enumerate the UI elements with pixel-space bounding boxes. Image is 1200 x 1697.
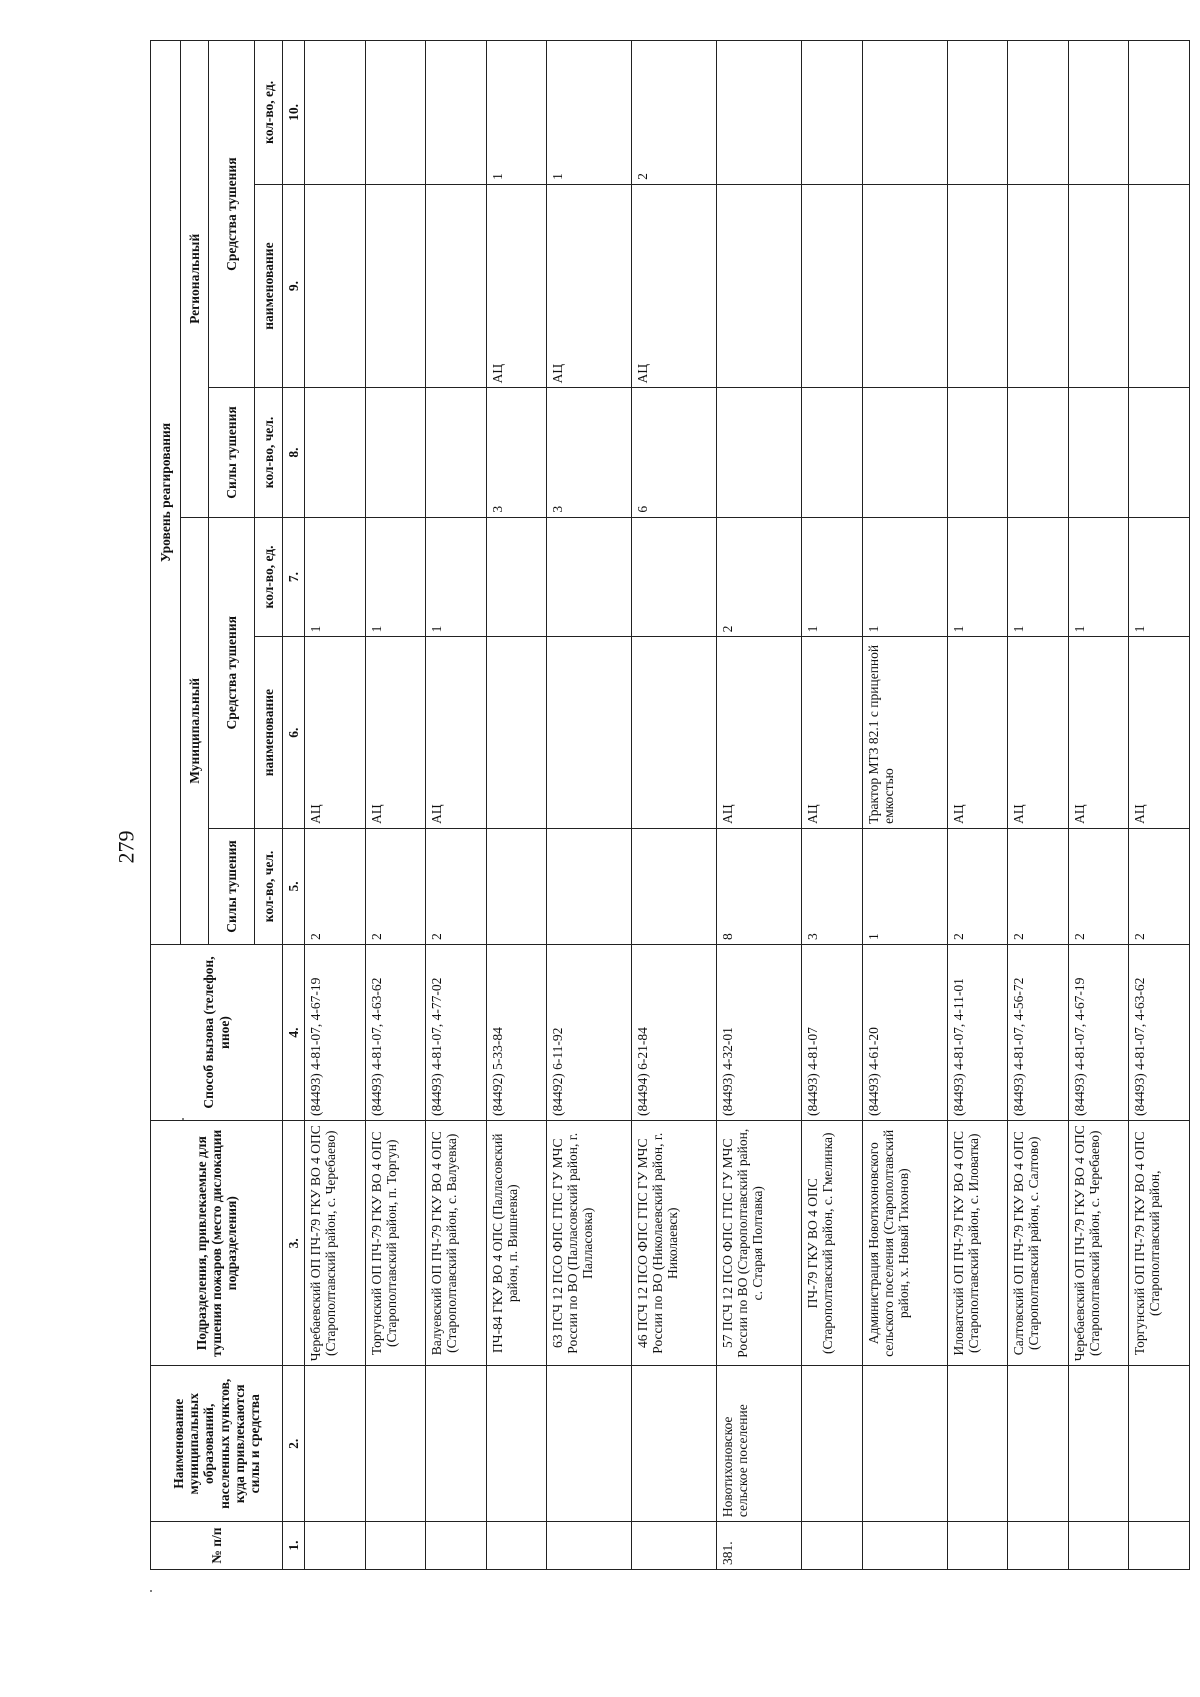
municipality-name bbox=[426, 1366, 487, 1522]
regional-means-qty bbox=[862, 41, 947, 185]
municipal-forces: 2 bbox=[947, 828, 1008, 944]
regional-means-qty: 1 bbox=[486, 41, 547, 185]
regional-means-name bbox=[1068, 184, 1129, 388]
regional-forces bbox=[947, 388, 1008, 517]
column-number: 2. bbox=[283, 1366, 305, 1522]
header-units: Подразделения, привлекаемые для тушения пожаров (место дислокации подразделения) bbox=[151, 1121, 283, 1366]
call-method: (84493) 4-81-07, 4-63-62 bbox=[365, 945, 426, 1121]
municipal-forces bbox=[632, 828, 717, 944]
table-row bbox=[802, 41, 863, 1570]
regional-means-qty bbox=[1129, 41, 1190, 185]
regional-means-qty bbox=[802, 41, 863, 185]
table-row bbox=[305, 41, 366, 1570]
column-number: 10. bbox=[283, 41, 305, 185]
regional-forces bbox=[802, 388, 863, 517]
table-row bbox=[1129, 41, 1190, 1570]
call-method: (84493) 4-32-01 bbox=[717, 945, 802, 1121]
call-method: (84493) 4-81-07, 4-67-19 bbox=[1068, 945, 1129, 1121]
municipal-forces: 2 bbox=[1068, 828, 1129, 944]
municipality-name bbox=[802, 1366, 863, 1522]
header-name: наименование bbox=[255, 184, 283, 388]
call-method: (84493) 4-81-07, 4-77-02 bbox=[426, 945, 487, 1121]
municipal-means-qty: 1 bbox=[802, 517, 863, 637]
column-number: 9. bbox=[283, 184, 305, 388]
unit-name: 46 ПСЧ 12 ПСО ФПС ГПС ГУ МЧС России по ВО (Николаевский район, г. Николаевск) bbox=[632, 1121, 717, 1366]
call-method: (84493) 4-81-07, 4-11-01 bbox=[947, 945, 1008, 1121]
regional-means-qty bbox=[365, 41, 426, 185]
call-method: (84493) 4-81-07, 4-67-19 bbox=[305, 945, 366, 1121]
header-response-level: Уровень реагирования bbox=[151, 41, 181, 945]
municipal-means-name bbox=[547, 637, 632, 829]
municipality-name bbox=[632, 1366, 717, 1522]
row-number bbox=[802, 1522, 863, 1570]
municipal-means-name: АЦ bbox=[305, 637, 366, 829]
municipal-means-name: АЦ bbox=[1008, 637, 1069, 829]
unit-name: Черебаевский ОП ПЧ-79 ГКУ ВО 4 ОПС (Старополтавский район, с. Черебаево) bbox=[1068, 1121, 1129, 1366]
municipal-forces: 3 bbox=[802, 828, 863, 944]
regional-forces: 3 bbox=[486, 388, 547, 517]
unit-name: ПЧ-84 ГКУ ВО 4 ОПС (Палласовский район, п. Вишневка) bbox=[486, 1121, 547, 1366]
table-body bbox=[305, 41, 1190, 1570]
table-row bbox=[1008, 41, 1069, 1570]
header-number: № п/п bbox=[151, 1522, 283, 1570]
regional-forces bbox=[1008, 388, 1069, 517]
municipal-means-qty: 1 bbox=[1068, 517, 1129, 637]
municipal-forces: 2 bbox=[365, 828, 426, 944]
unit-name: Салтовский ОП ПЧ-79 ГКУ ВО 4 ОПС (Старополтавский район, с. Салтово) bbox=[1008, 1121, 1069, 1366]
row-number bbox=[862, 1522, 947, 1570]
regional-means-name: АЦ bbox=[632, 184, 717, 388]
header-qty-units: кол-во, ед. bbox=[255, 517, 283, 637]
regional-means-qty: 1 bbox=[547, 41, 632, 185]
municipal-means-qty: 1 bbox=[1129, 517, 1190, 637]
unit-name: Администрация Новотихоновского сельского поселения (Старополтавский район, х. Новый Тихонов) bbox=[862, 1121, 947, 1366]
table-row bbox=[947, 41, 1008, 1570]
municipal-forces bbox=[486, 828, 547, 944]
table-row bbox=[547, 41, 632, 1570]
table-row bbox=[365, 41, 426, 1570]
municipal-forces: 2 bbox=[426, 828, 487, 944]
municipal-means-name: Трактор МТЗ 82.1 с прицепной емкостью bbox=[862, 637, 947, 829]
municipal-means-qty bbox=[486, 517, 547, 637]
municipal-means-qty: 1 bbox=[305, 517, 366, 637]
rotated-table-sheet bbox=[150, 40, 1190, 1570]
call-method: (84492) 6-11-92 bbox=[547, 945, 632, 1121]
municipal-forces: 2 bbox=[305, 828, 366, 944]
regional-means-name bbox=[947, 184, 1008, 388]
column-number: 5. bbox=[283, 828, 305, 944]
table-row bbox=[862, 41, 947, 1570]
regional-means-qty bbox=[1068, 41, 1129, 185]
row-number: 381. bbox=[717, 1522, 802, 1570]
call-method: (84493) 4-81-07, 4-63-62 bbox=[1129, 945, 1190, 1121]
call-method: (84492) 5-33-84 bbox=[486, 945, 547, 1121]
municipal-forces: 2 bbox=[1008, 828, 1069, 944]
municipal-means-name: АЦ bbox=[947, 637, 1008, 829]
row-number bbox=[365, 1522, 426, 1570]
column-number: 6. bbox=[283, 637, 305, 829]
column-number: 1. bbox=[283, 1522, 305, 1570]
unit-name: Торгунский ОП ПЧ-79 ГКУ ВО 4 ОПС (Старополтавский район, bbox=[1129, 1121, 1190, 1366]
municipal-means-name bbox=[632, 637, 717, 829]
page-number: 279 bbox=[113, 830, 139, 864]
regional-forces bbox=[717, 388, 802, 517]
table-row bbox=[717, 41, 802, 1570]
municipal-means-qty: 2 bbox=[717, 517, 802, 637]
municipal-means-qty: 1 bbox=[862, 517, 947, 637]
header-municipality: Наименование муниципальных образований, населенных пунктов, куда привлекаются силы и средства bbox=[151, 1366, 283, 1522]
row-number bbox=[632, 1522, 717, 1570]
column-number: 3. bbox=[283, 1121, 305, 1366]
call-method: (84493) 4-81-07, 4-56-72 bbox=[1008, 945, 1069, 1121]
regional-means-qty bbox=[717, 41, 802, 185]
regional-means-qty bbox=[305, 41, 366, 185]
unit-name: Торгунский ОП ПЧ-79 ГКУ ВО 4 ОПС (Старополтавский район, п. Торгун) bbox=[365, 1121, 426, 1366]
regional-means-name bbox=[426, 184, 487, 388]
regional-forces bbox=[305, 388, 366, 517]
municipality-name: Новотихоновское сельское поселение bbox=[717, 1366, 802, 1522]
municipal-means-name: АЦ bbox=[717, 637, 802, 829]
column-number: 8. bbox=[283, 388, 305, 517]
regional-forces bbox=[426, 388, 487, 517]
table-row bbox=[486, 41, 547, 1570]
regional-means-name: АЦ bbox=[547, 184, 632, 388]
row-number bbox=[426, 1522, 487, 1570]
regional-means-qty bbox=[947, 41, 1008, 185]
regional-forces: 3 bbox=[547, 388, 632, 517]
unit-name: 57 ПСЧ 12 ПСО ФПС ГПС ГУ МЧС России по ВО (Старополтавский район, с. Старая Полтавка) bbox=[717, 1121, 802, 1366]
header-municipal-means: Средства тушения bbox=[209, 517, 255, 828]
regional-means-name bbox=[802, 184, 863, 388]
regional-means-name bbox=[862, 184, 947, 388]
municipal-means-name: АЦ bbox=[1129, 637, 1190, 829]
header-name: наименование bbox=[255, 637, 283, 829]
municipal-means-name: АЦ bbox=[1068, 637, 1129, 829]
municipality-name bbox=[1129, 1366, 1190, 1522]
column-number: 7. bbox=[283, 517, 305, 637]
row-number bbox=[947, 1522, 1008, 1570]
municipality-name bbox=[1008, 1366, 1069, 1522]
regional-means-name bbox=[365, 184, 426, 388]
municipal-means-qty: 1 bbox=[365, 517, 426, 637]
municipal-means-name bbox=[486, 637, 547, 829]
municipal-forces: 1 bbox=[862, 828, 947, 944]
municipal-forces: 2 bbox=[1129, 828, 1190, 944]
row-number bbox=[1068, 1522, 1129, 1570]
row-number bbox=[486, 1522, 547, 1570]
unit-name: Иловатский ОП ПЧ-79 ГКУ ВО 4 ОПС (Старополтавский район, с. Иловатка) bbox=[947, 1121, 1008, 1366]
table-row bbox=[632, 41, 717, 1570]
header-municipal-forces: Силы тушения bbox=[209, 828, 255, 944]
unit-name: Черебаевский ОП ПЧ-79 ГКУ ВО 4 ОПС (Старополтавский район, с. Черебаево) bbox=[305, 1121, 366, 1366]
table-row bbox=[1068, 41, 1129, 1570]
municipal-means-name: АЦ bbox=[802, 637, 863, 829]
unit-name: 63 ПСЧ 12 ПСО ФПС ГПС ГУ МЧС России по ВО (Палласовский район, г. Палласовка) bbox=[547, 1121, 632, 1366]
municipality-name bbox=[305, 1366, 366, 1522]
regional-forces bbox=[365, 388, 426, 517]
municipality-name bbox=[1068, 1366, 1129, 1522]
header-regional-means: Средства тушения bbox=[209, 41, 255, 388]
regional-means-name bbox=[1129, 184, 1190, 388]
regional-means-name bbox=[305, 184, 366, 388]
municipal-means-qty: 1 bbox=[947, 517, 1008, 637]
municipality-name bbox=[947, 1366, 1008, 1522]
row-number bbox=[547, 1522, 632, 1570]
regional-means-name: АЦ bbox=[486, 184, 547, 388]
municipal-means-qty: 1 bbox=[1008, 517, 1069, 637]
call-method: (84494) 6-21-84 bbox=[632, 945, 717, 1121]
regional-means-qty bbox=[1008, 41, 1069, 185]
municipality-name bbox=[486, 1366, 547, 1522]
row-number bbox=[1129, 1522, 1190, 1570]
regional-forces bbox=[862, 388, 947, 517]
header-municipal: Муниципальный bbox=[181, 517, 209, 944]
row-number bbox=[305, 1522, 366, 1570]
regional-forces bbox=[1129, 388, 1190, 517]
unit-name: ПЧ-79 ГКУ ВО 4 ОПС (Старополтавский район, с. Гмелинка) bbox=[802, 1121, 863, 1366]
regional-means-qty bbox=[426, 41, 487, 185]
header-regional-forces: Силы тушения bbox=[209, 388, 255, 517]
regional-means-name bbox=[717, 184, 802, 388]
municipal-forces: 8 bbox=[717, 828, 802, 944]
municipality-name bbox=[862, 1366, 947, 1522]
header-qty-people: кол-во, чел. bbox=[255, 388, 283, 517]
regional-means-name bbox=[1008, 184, 1069, 388]
municipal-means-name: АЦ bbox=[426, 637, 487, 829]
scan-speck bbox=[150, 1590, 152, 1592]
municipality-name bbox=[547, 1366, 632, 1522]
header-regional: Региональный bbox=[181, 41, 209, 518]
municipal-means-name: АЦ bbox=[365, 637, 426, 829]
unit-name: Валуевский ОП ПЧ-79 ГКУ ВО 4 ОПС (Старополтавский район, с. Валуевка) bbox=[426, 1121, 487, 1366]
header-qty-people: кол-во, чел. bbox=[255, 828, 283, 944]
regional-forces bbox=[1068, 388, 1129, 517]
table-row bbox=[426, 41, 487, 1570]
row-number bbox=[1008, 1522, 1069, 1570]
municipality-name bbox=[365, 1366, 426, 1522]
call-method: (84493) 4-61-20 bbox=[862, 945, 947, 1121]
municipal-means-qty bbox=[547, 517, 632, 637]
fire-forces-table bbox=[150, 40, 1190, 1570]
municipal-forces bbox=[547, 828, 632, 944]
regional-means-qty: 2 bbox=[632, 41, 717, 185]
column-number: 4. bbox=[283, 945, 305, 1121]
header-qty-units: кол-во, ед. bbox=[255, 41, 283, 185]
call-method: (84493) 4-81-07 bbox=[802, 945, 863, 1121]
header-call-method: Способ вызова (телефон, иное) bbox=[151, 945, 283, 1121]
municipal-means-qty bbox=[632, 517, 717, 637]
municipal-means-qty: 1 bbox=[426, 517, 487, 637]
regional-forces: 6 bbox=[632, 388, 717, 517]
